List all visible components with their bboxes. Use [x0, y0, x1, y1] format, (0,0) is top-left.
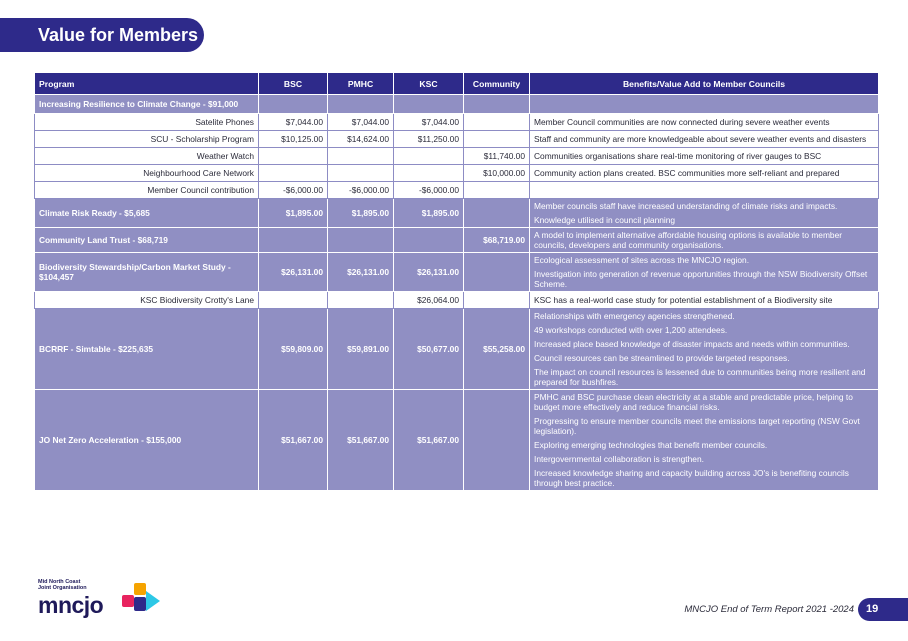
bsc-cell [259, 228, 328, 253]
ksc-cell [394, 228, 464, 253]
benefits-cell [530, 114, 879, 131]
community-cell [464, 292, 530, 309]
table-row [35, 228, 879, 253]
bsc-cell [259, 148, 328, 165]
program-cell: Weather Watch [35, 148, 259, 165]
community-cell [464, 390, 530, 491]
ksc-cell [394, 148, 464, 165]
community-cell [464, 253, 530, 292]
benefits-cell [530, 165, 879, 182]
community-cell: $55,258.00 [464, 309, 530, 390]
table-row [35, 148, 879, 165]
community-cell: $10,000.00 [464, 165, 530, 182]
program-cell: SCU - Scholarship Program [35, 131, 259, 148]
bsc-cell: $1,895.00 [259, 199, 328, 228]
pmhc-cell [328, 292, 394, 309]
ksc-cell: -$6,000.00 [394, 182, 464, 199]
benefit-item: Increased place based knowledge of disaster impacts and needs within communities. [534, 339, 850, 349]
benefits-cell [530, 253, 879, 292]
ksc-cell: $7,044.00 [394, 114, 464, 131]
ksc-cell: $26,131.00 [394, 253, 464, 292]
benefit-item: PMHC and BSC purchase clean electricity at a stable and predictable price, helping to budget more effectively and reduce financial risks. [534, 392, 853, 412]
pmhc-cell: $26,131.00 [328, 253, 394, 292]
program-cell: Community Land Trust - $68,719 [35, 228, 259, 253]
benefit-item: 49 workshops conducted with over 1,200 attendees. [534, 325, 728, 335]
program-cell: Biodiversity Stewardship/Carbon Market Study - $104,457 [35, 253, 259, 292]
community-cell: $11,740.00 [464, 148, 530, 165]
benefit-item: KSC has a real-world case study for potential establishment of a Biodiversity site [534, 295, 833, 305]
footer-report-title: MNCJO End of Term Report 2021 -2024 [684, 604, 854, 615]
ksc-cell: $1,895.00 [394, 199, 464, 228]
benefits-cell [530, 95, 879, 114]
table-row [35, 390, 879, 491]
logo-line2: Joint Organisation [38, 585, 87, 591]
logo-word: mncjo [38, 592, 104, 618]
header-program: Program [35, 73, 259, 95]
community-cell [464, 182, 530, 199]
ksc-cell: $51,667.00 [394, 390, 464, 491]
pmhc-cell [328, 95, 394, 114]
benefit-item: Staff and community are more knowledgeable about severe weather events and disasters [534, 134, 867, 144]
pmhc-cell: -$6,000.00 [328, 182, 394, 199]
benefits-cell [530, 131, 879, 148]
table-row [35, 95, 879, 114]
header-bsc: BSC [259, 73, 328, 95]
table-row [35, 182, 879, 199]
logo-line1: Mid North Coast [38, 579, 81, 585]
bsc-cell [259, 95, 328, 114]
pmhc-cell: $14,624.00 [328, 131, 394, 148]
benefit-item: Exploring emerging technologies that benefit member councils. [534, 440, 768, 450]
ksc-cell: $50,677.00 [394, 309, 464, 390]
table-header-row [35, 73, 879, 95]
benefit-item: Council resources can be streamlined to provide targeted responses. [534, 353, 790, 363]
benefits-cell [530, 390, 879, 491]
program-cell: Satelite Phones [35, 114, 259, 131]
header-pmhc: PMHC [328, 73, 394, 95]
pmhc-cell: $1,895.00 [328, 199, 394, 228]
bsc-cell: $10,125.00 [259, 131, 328, 148]
program-cell: Neighbourhood Care Network [35, 165, 259, 182]
header-benefits: Benefits/Value Add to Member Councils [530, 73, 879, 95]
table-row [35, 165, 879, 182]
benefit-item: Community action plans created. BSC communities more self-reliant and prepared [534, 168, 840, 178]
program-cell: JO Net Zero Acceleration - $155,000 [35, 390, 259, 491]
bsc-cell: $51,667.00 [259, 390, 328, 491]
community-cell [464, 95, 530, 114]
pmhc-cell [328, 165, 394, 182]
program-cell: Climate Risk Ready - $5,685 [35, 199, 259, 228]
benefit-item: Investigation into generation of revenue opportunities through the NSW Biodiversity Offset Scheme. [534, 269, 868, 289]
benefits-cell [530, 309, 879, 390]
bsc-cell: $26,131.00 [259, 253, 328, 292]
header-community: Community [464, 73, 530, 95]
benefit-item: Member Council communities are now connected during severe weather events [534, 117, 830, 127]
bsc-cell: $7,044.00 [259, 114, 328, 131]
benefit-item: The impact on council resources is lessened due to communities being more resilient and prepared for bushfires. [534, 367, 866, 387]
benefits-cell [530, 182, 879, 199]
ksc-cell: $11,250.00 [394, 131, 464, 148]
bsc-cell: -$6,000.00 [259, 182, 328, 199]
pmhc-cell: $59,891.00 [328, 309, 394, 390]
program-cell: Member Council contribution [35, 182, 259, 199]
benefit-item: Member councils staff have increased understanding of climate risks and impacts. [534, 201, 838, 211]
table-row [35, 131, 879, 148]
table-row [35, 309, 879, 390]
program-cell: Increasing Resilience to Climate Change - $91,000 [35, 95, 259, 114]
bsc-cell [259, 165, 328, 182]
benefits-cell [530, 199, 879, 228]
page-title: Value for Members [0, 18, 204, 52]
bsc-cell: $59,809.00 [259, 309, 328, 390]
community-cell [464, 131, 530, 148]
program-cell: BCRRF - Simtable - $225,635 [35, 309, 259, 390]
table-row [35, 199, 879, 228]
benefits-cell [530, 292, 879, 309]
benefit-item: Intergovernmental collaboration is strengthen. [534, 454, 704, 464]
benefits-cell [530, 228, 879, 253]
value-table [34, 72, 879, 491]
benefits-cell [530, 148, 879, 165]
community-cell [464, 114, 530, 131]
program-cell: KSC Biodiversity Crotty's Lane [35, 292, 259, 309]
table-row [35, 253, 879, 292]
pmhc-cell: $7,044.00 [328, 114, 394, 131]
table-row [35, 114, 879, 131]
benefit-item: Communities organisations share real-time monitoring of river gauges to BSC [534, 151, 822, 161]
header-ksc: KSC [394, 73, 464, 95]
logo-mark-icon [122, 583, 162, 615]
pmhc-cell [328, 148, 394, 165]
pmhc-cell [328, 228, 394, 253]
community-cell: $68,719.00 [464, 228, 530, 253]
benefit-item: Increased knowledge sharing and capacity building across JO's is benefiting councils through best practice. [534, 468, 849, 488]
mncjo-logo [38, 579, 168, 619]
benefit-item: Progressing to ensure member councils meet the emissions target reporting (NSW Govt legislation). [534, 416, 860, 436]
ksc-cell: $26,064.00 [394, 292, 464, 309]
ksc-cell [394, 165, 464, 182]
ksc-cell [394, 95, 464, 114]
benefit-item: Relationships with emergency agencies strengthened. [534, 311, 735, 321]
pmhc-cell: $51,667.00 [328, 390, 394, 491]
bsc-cell [259, 292, 328, 309]
benefit-item: Ecological assessment of sites across the MNCJO region. [534, 255, 750, 265]
page-number: 19 [858, 598, 908, 621]
benefit-item: A model to implement alternative affordable housing options is available to member councils, developers and community organisations. [534, 230, 843, 250]
community-cell [464, 199, 530, 228]
table-row [35, 292, 879, 309]
benefit-item: Knowledge utilised in council planning [534, 215, 676, 225]
